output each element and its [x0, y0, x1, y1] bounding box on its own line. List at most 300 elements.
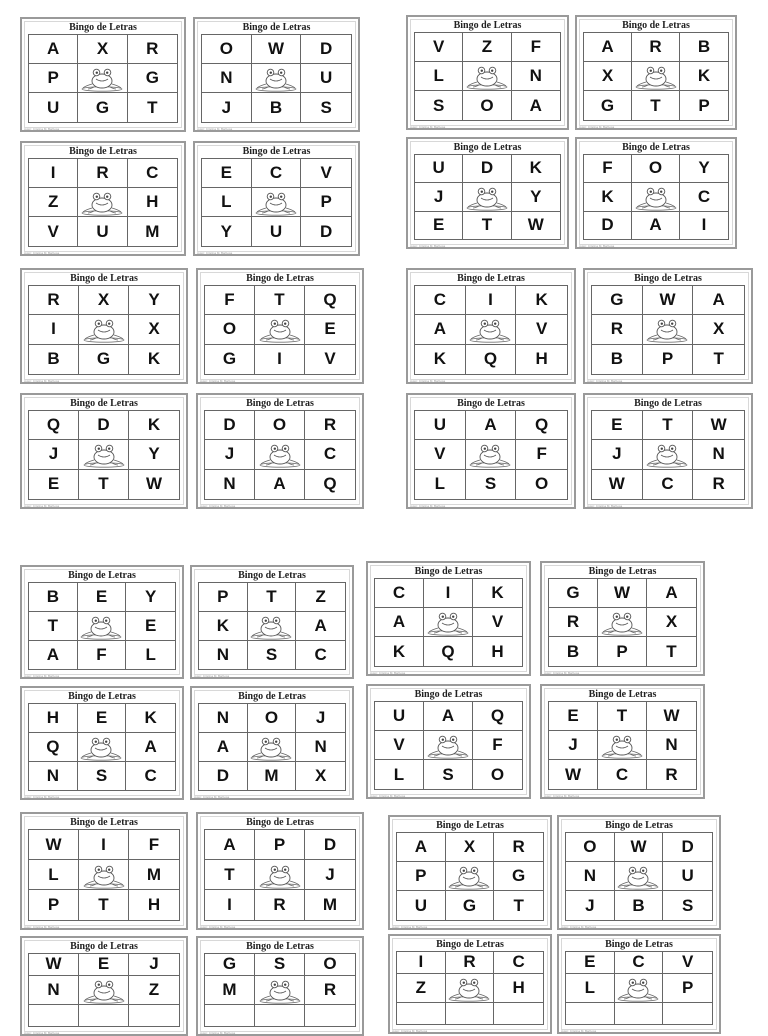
letter-cell: N: [566, 862, 615, 891]
bingo-card: [406, 15, 569, 130]
letter-cell: T: [513, 895, 524, 915]
letter-cell: E: [415, 212, 463, 240]
bingo-card: [575, 137, 737, 249]
letter-cell: [29, 1005, 79, 1027]
letter-cell: M: [322, 895, 338, 914]
letter-cell: V: [301, 159, 351, 188]
letter-grid: [374, 578, 523, 667]
letter-cell: X: [446, 833, 495, 862]
letter-cell: C: [305, 440, 355, 469]
letter-cell: S: [681, 895, 694, 915]
letter-cell: W: [145, 474, 163, 494]
letter-cell: Y: [129, 286, 179, 315]
letter-cell: [566, 1003, 615, 1025]
letter-cell: R: [712, 474, 725, 494]
letter-cell: E: [202, 159, 252, 188]
letter-cell: V: [375, 731, 424, 760]
letter-cell: V: [663, 952, 712, 974]
center-image-cell: [78, 188, 127, 217]
center-image-cell: [78, 612, 127, 641]
center-image-cell: [463, 183, 511, 212]
letter-cell: L: [202, 188, 252, 217]
letter-cell: R: [305, 976, 355, 1005]
letter-grid: [548, 578, 697, 667]
letter-cell: M: [205, 976, 255, 1005]
letter-cell: U: [29, 93, 78, 122]
letter-cell: V: [516, 315, 567, 344]
letter-cell: D: [205, 411, 255, 440]
letter-cell: P: [29, 890, 79, 920]
frog-icon: [258, 315, 302, 343]
letter-cell: A: [632, 212, 680, 240]
author-credit: Autor: Cristina M. Barbosa: [24, 379, 60, 383]
center-image-cell: [255, 315, 305, 344]
letter-cell: B: [549, 637, 598, 666]
letter-cell: H: [128, 188, 177, 217]
author-credit: Autor: Cristina M. Barbosa: [561, 925, 597, 929]
letter-cell: C: [494, 952, 543, 974]
center-image-cell: [643, 440, 694, 469]
letter-cell: G: [78, 93, 127, 122]
letter-cell: I: [79, 830, 129, 860]
card-title: Bingo de Letras: [242, 22, 311, 33]
letter-cell: T: [205, 860, 255, 890]
card-title: Bingo de Letras: [246, 273, 314, 284]
letter-cell: G: [592, 286, 643, 315]
letter-cell: Y: [680, 155, 728, 183]
letter-cell: O: [255, 411, 305, 440]
card-title: Bingo de Letras: [605, 939, 673, 950]
letter-cell: [205, 1005, 255, 1027]
frog-icon: [82, 315, 126, 343]
letter-cell: R: [494, 833, 543, 862]
letter-cell: T: [643, 411, 694, 440]
card-title: Bingo de Letras: [605, 820, 673, 831]
card-title: Bingo de Letras: [68, 691, 136, 702]
letter-cell: O: [566, 833, 615, 862]
frog-icon: [258, 976, 302, 1004]
letter-cell: S: [415, 91, 463, 120]
letter-grid: [548, 701, 697, 790]
letter-cell: A: [255, 470, 305, 499]
letter-cell: C: [314, 644, 327, 664]
letter-cell: Y: [512, 183, 560, 212]
letter-cell: R: [446, 952, 495, 974]
author-credit: Autor: Cristina M. Barbosa: [392, 925, 428, 929]
letter-cell: M: [145, 221, 160, 241]
letter-cell: F: [78, 641, 127, 670]
bingo-card: [196, 393, 364, 509]
author-credit: Autor: Cristina M. Barbosa: [200, 504, 236, 508]
letter-cell: [79, 1005, 129, 1027]
letter-cell: A: [466, 411, 517, 440]
letter-cell: J: [415, 183, 463, 212]
frog-icon: [254, 188, 298, 216]
letter-cell: B: [29, 583, 78, 612]
letter-cell: C: [598, 760, 647, 789]
letter-cell: G: [128, 64, 177, 93]
frog-icon: [447, 862, 491, 890]
bingo-card: [20, 812, 188, 930]
center-image-cell: [252, 64, 302, 93]
letter-cell: C: [144, 765, 157, 785]
letter-cell: Q: [305, 286, 355, 315]
author-credit: Autor: Cristina M. Barbosa: [197, 127, 233, 131]
bingo-card: [388, 815, 552, 930]
letter-cell: E: [566, 952, 615, 974]
letter-cell: U: [415, 155, 463, 183]
letter-cell: T: [713, 349, 724, 369]
frog-icon: [254, 64, 298, 92]
letter-cell: D: [79, 411, 129, 440]
letter-grid: [28, 703, 176, 791]
letter-cell: K: [126, 704, 175, 733]
letter-grid: [565, 832, 713, 921]
letter-cell: B: [592, 345, 643, 374]
bingo-card: [540, 561, 705, 676]
letter-cell: T: [147, 97, 158, 117]
frog-icon: [82, 440, 126, 468]
letter-cell: J: [549, 731, 598, 760]
bingo-card: [583, 393, 753, 509]
letter-grid: [204, 953, 356, 1027]
letter-cell: W: [693, 411, 744, 440]
letter-cell: L: [566, 974, 615, 1003]
card-title: Bingo de Letras: [68, 570, 136, 581]
card-title: Bingo de Letras: [414, 689, 483, 700]
letter-cell: A: [415, 315, 466, 344]
letter-cell: D: [305, 830, 355, 860]
bingo-card: [540, 684, 705, 799]
center-image-cell: [79, 440, 129, 469]
letter-cell: M: [129, 860, 179, 890]
center-image-cell: [615, 974, 664, 1003]
author-credit: Autor: Cristina M. Barbosa: [370, 794, 406, 798]
letter-grid: [565, 951, 713, 1025]
author-credit: Autor: Cristina M. Barbosa: [24, 1031, 60, 1035]
letter-cell: C: [252, 159, 302, 188]
author-credit: Autor: Cristina M. Barbosa: [24, 251, 60, 255]
letter-grid: [583, 154, 729, 240]
letter-cell: A: [424, 702, 473, 731]
card-title: Bingo de Letras: [70, 398, 138, 409]
center-image-cell: [424, 608, 473, 637]
letter-cell: L: [375, 760, 424, 789]
letter-cell: U: [301, 64, 351, 93]
letter-cell: E: [79, 954, 129, 976]
letter-cell: A: [375, 608, 424, 637]
letter-cell: Z: [129, 976, 179, 1005]
letter-cell: W: [527, 215, 544, 235]
author-credit: Autor: Cristina M. Barbosa: [370, 671, 406, 675]
card-title: Bingo de Letras: [588, 689, 657, 700]
letter-grid: [198, 582, 346, 670]
letter-cell: H: [535, 349, 548, 369]
letter-cell: N: [202, 64, 252, 93]
card-title: Bingo de Letras: [453, 142, 522, 153]
letter-cell: [129, 1005, 179, 1027]
letter-cell: Z: [397, 974, 446, 1003]
letter-grid: [201, 158, 352, 247]
card-title: Bingo de Letras: [246, 398, 314, 409]
letter-cell: E: [78, 583, 127, 612]
letter-grid: [414, 32, 561, 121]
letter-cell: V: [415, 440, 466, 469]
frog-icon: [249, 612, 293, 640]
letter-grid: [396, 951, 544, 1025]
card-title: Bingo de Letras: [436, 820, 504, 831]
letter-cell: L: [415, 470, 466, 499]
letter-cell: F: [473, 731, 522, 760]
letter-cell: P: [199, 583, 248, 612]
letter-grid: [28, 34, 178, 123]
center-image-cell: [632, 183, 680, 212]
card-title: Bingo de Letras: [588, 566, 657, 577]
letter-grid: [28, 953, 180, 1027]
letter-cell: Q: [424, 637, 473, 666]
bingo-card: [190, 565, 354, 679]
letter-cell: J: [566, 891, 615, 920]
card-title: Bingo de Letras: [622, 142, 690, 153]
letter-cell: T: [79, 470, 129, 499]
author-credit: Autor: Cristina M. Barbosa: [200, 379, 236, 383]
author-credit: Autor: Cristina M. Barbosa: [200, 1031, 236, 1035]
card-title: Bingo de Letras: [242, 146, 311, 157]
letter-cell: Z: [463, 33, 511, 62]
letter-cell: D: [663, 833, 712, 862]
letter-grid: [414, 410, 568, 500]
letter-cell: U: [78, 217, 127, 246]
letter-cell: T: [29, 612, 78, 641]
author-credit: Autor: Cristina M. Barbosa: [561, 1029, 597, 1033]
author-credit: Autor: Cristina M. Barbosa: [410, 125, 446, 129]
letter-cell: O: [248, 704, 297, 733]
author-credit: Autor: Cristina M. Barbosa: [24, 504, 60, 508]
card-title: Bingo de Letras: [70, 273, 138, 284]
bingo-card: [20, 936, 188, 1036]
letter-cell: W: [592, 470, 643, 499]
letter-cell: Q: [516, 411, 567, 440]
letter-cell: P: [397, 862, 446, 891]
letter-cell: N: [29, 762, 78, 791]
letter-cell: U: [375, 702, 424, 731]
letter-cell: P: [598, 637, 647, 666]
frog-icon: [468, 440, 512, 468]
frog-icon: [468, 315, 512, 343]
letter-cell: T: [79, 890, 129, 920]
letter-cell: E: [549, 702, 598, 731]
bingo-card: [196, 812, 364, 930]
frog-icon: [258, 440, 302, 468]
letter-cell: X: [79, 286, 129, 315]
frog-icon: [447, 974, 491, 1002]
letter-cell: K: [516, 286, 567, 315]
letter-cell: V: [473, 608, 522, 637]
letter-cell: A: [397, 833, 446, 862]
letter-cell: D: [463, 155, 511, 183]
letter-grid: [198, 703, 346, 791]
bingo-card: [196, 268, 364, 384]
letter-cell: W: [647, 702, 696, 731]
letter-cell: B: [680, 33, 728, 62]
letter-cell: N: [199, 641, 248, 670]
letter-cell: J: [29, 440, 79, 469]
frog-icon: [82, 861, 126, 889]
letter-cell: S: [466, 470, 517, 499]
letter-cell: G: [79, 345, 129, 374]
center-image-cell: [615, 862, 664, 891]
frog-icon: [249, 733, 293, 761]
letter-cell: K: [512, 155, 560, 183]
letter-cell: G: [549, 579, 598, 608]
author-credit: Autor: Cristina M. Barbosa: [544, 794, 580, 798]
letter-cell: X: [314, 765, 327, 785]
letter-cell: W: [29, 830, 79, 860]
letter-cell: R: [78, 159, 127, 188]
letter-grid: [28, 829, 180, 921]
letter-cell: Q: [466, 345, 517, 374]
card-title: Bingo de Letras: [238, 691, 306, 702]
letter-cell: W: [615, 833, 664, 862]
letter-cell: V: [324, 349, 336, 369]
letter-cell: G: [205, 954, 255, 976]
letter-grid: [374, 701, 523, 790]
author-credit: Autor: Cristina M. Barbosa: [24, 127, 60, 131]
letter-cell: J: [305, 860, 355, 890]
letter-cell: A: [647, 579, 696, 608]
center-image-cell: [632, 62, 680, 91]
letter-grid: [583, 32, 729, 121]
letter-cell: C: [615, 952, 664, 974]
card-title: Bingo de Letras: [457, 398, 525, 409]
letter-cell: [494, 1003, 543, 1025]
letter-cell: O: [463, 91, 511, 120]
letter-cell: A: [205, 830, 255, 860]
author-credit: Autor: Cristina M. Barbosa: [410, 504, 446, 508]
letter-cell: P: [698, 95, 710, 115]
letter-cell: I: [205, 890, 255, 920]
letter-cell: I: [397, 952, 446, 974]
letter-cell: O: [305, 954, 355, 976]
letter-cell: N: [29, 976, 79, 1005]
frog-icon: [258, 861, 302, 889]
center-image-cell: [79, 315, 129, 344]
letter-cell: N: [296, 733, 345, 762]
letter-cell: U: [415, 411, 466, 440]
frog-icon: [645, 315, 689, 343]
letter-cell: T: [255, 286, 305, 315]
letter-cell: D: [199, 762, 248, 791]
bingo-card: [406, 268, 576, 384]
letter-cell: T: [463, 212, 511, 240]
letter-cell: I: [255, 345, 305, 374]
letter-cell: J: [129, 954, 179, 976]
letter-cell: C: [680, 183, 728, 212]
letter-cell: A: [126, 733, 175, 762]
letter-cell: Y: [202, 217, 252, 246]
letter-cell: X: [129, 315, 179, 344]
frog-icon: [80, 188, 124, 216]
letter-cell: K: [473, 579, 522, 608]
letter-cell: K: [147, 349, 161, 369]
letter-cell: K: [375, 637, 424, 666]
author-credit: Autor: Cristina M. Barbosa: [194, 795, 230, 799]
letter-cell: P: [29, 64, 78, 93]
letter-cell: [255, 1005, 305, 1027]
card-title: Bingo de Letras: [246, 817, 314, 828]
letter-cell: I: [701, 215, 707, 235]
card-title: Bingo de Letras: [69, 146, 137, 157]
letter-cell: Y: [126, 583, 175, 612]
letter-cell: F: [516, 440, 567, 469]
center-image-cell: [466, 315, 517, 344]
letter-cell: F: [129, 830, 179, 860]
card-title: Bingo de Letras: [69, 22, 137, 33]
bingo-card: [557, 815, 721, 930]
letter-cell: F: [512, 33, 560, 62]
bingo-card: [20, 268, 188, 384]
card-title: Bingo de Letras: [457, 273, 525, 284]
letter-cell: E: [78, 704, 127, 733]
center-image-cell: [79, 976, 129, 1005]
letter-grid: [204, 410, 356, 500]
letter-grid: [414, 154, 561, 240]
letter-cell: Q: [29, 733, 78, 762]
letter-cell: A: [296, 612, 345, 641]
letter-cell: I: [29, 159, 78, 188]
letter-cell: G: [494, 862, 543, 891]
author-credit: Autor: Cristina M. Barbosa: [587, 504, 623, 508]
letter-grid: [28, 582, 176, 670]
author-credit: Autor: Cristina M. Barbosa: [24, 674, 60, 678]
letter-cell: H: [491, 641, 504, 661]
letter-cell: [663, 1003, 712, 1025]
frog-icon: [600, 608, 644, 636]
letter-cell: A: [29, 35, 78, 64]
letter-cell: U: [252, 217, 302, 246]
letter-cell: T: [632, 91, 680, 120]
letter-cell: K: [680, 62, 728, 91]
letter-cell: R: [549, 608, 598, 637]
card-title: Bingo de Letras: [436, 939, 504, 950]
letter-cell: P: [255, 830, 305, 860]
frog-icon: [426, 731, 470, 759]
letter-cell: K: [129, 411, 179, 440]
bingo-card: [583, 268, 753, 384]
letter-cell: B: [29, 345, 79, 374]
card-title: Bingo de Letras: [453, 20, 522, 31]
letter-cell: G: [446, 891, 495, 920]
center-image-cell: [643, 315, 694, 344]
card-title: Bingo de Letras: [634, 398, 702, 409]
letter-cell: A: [199, 733, 248, 762]
letter-grid: [396, 832, 544, 921]
letter-cell: R: [305, 411, 355, 440]
letter-cell: X: [584, 62, 632, 91]
letter-cell: T: [598, 702, 647, 731]
author-credit: Autor: Cristina M. Barbosa: [194, 674, 230, 678]
card-title: Bingo de Letras: [634, 273, 702, 284]
letter-cell: S: [248, 641, 297, 670]
letter-grid: [591, 285, 745, 375]
author-credit: Autor: Cristina M. Barbosa: [24, 795, 60, 799]
letter-cell: L: [145, 644, 156, 664]
letter-cell: Y: [129, 440, 179, 469]
letter-cell: I: [466, 286, 517, 315]
letter-cell: D: [584, 212, 632, 240]
letter-cell: K: [584, 183, 632, 212]
letter-cell: H: [29, 704, 78, 733]
